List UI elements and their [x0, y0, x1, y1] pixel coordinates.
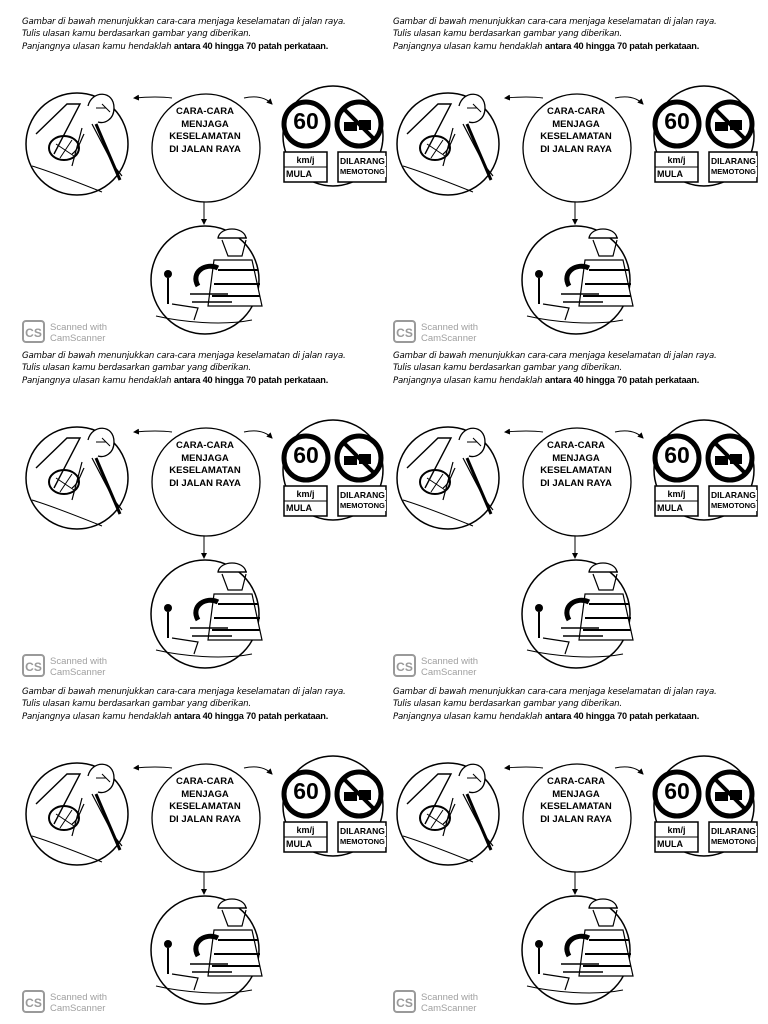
- topic-line-2: MENJAGA: [181, 452, 229, 464]
- topic-title: [160, 776, 250, 826]
- topic-title: [531, 440, 621, 490]
- instruction-line-1: Gambar di bawah menunjukkan cara-cara menjaga keselamatan di jalan raya.: [393, 687, 717, 697]
- worksheet-tile-4: [393, 350, 763, 684]
- topic-line-3: KESELAMATAN: [540, 465, 612, 476]
- instruction-line-3-text: Panjangnya ulasan kamu hendaklah: [393, 376, 545, 386]
- camscanner-logo-icon: CS: [22, 990, 45, 1013]
- camscanner-logo-icon: CS: [22, 320, 45, 343]
- topic-line-3: KESELAMATAN: [169, 131, 241, 142]
- speed-limit-value: 60: [293, 442, 319, 468]
- worksheet-tile-6: [393, 686, 763, 1020]
- word-count-requirement: antara 40 hingga 70 patah perkataan.: [544, 711, 700, 721]
- seatbelt-driver-icon: [26, 763, 128, 865]
- instruction-line-2: Tulis ulasan kamu berdasarkan gambar yang diberikan.: [393, 363, 622, 373]
- camscanner-logo-icon: CS: [22, 654, 45, 677]
- camscanner-logo-icon: CS: [393, 320, 416, 343]
- worksheet-diagram: [22, 16, 392, 350]
- worksheet-tile-1: [22, 16, 392, 350]
- instruction-line-3-text: Panjangnya ulasan kamu hendaklah: [22, 42, 174, 52]
- topic-line-3: KESELAMATAN: [540, 801, 612, 812]
- arrow-to-driver: [505, 431, 543, 432]
- seatbelt-driver-icon: [26, 93, 128, 195]
- topic-title: [531, 776, 621, 826]
- topic-line-1: CARA-CARA: [175, 776, 235, 787]
- speed-limit-start: MULA: [286, 839, 325, 849]
- no-overtaking-sign-icon: [708, 772, 752, 816]
- watermark-text: [421, 992, 478, 1014]
- watermark-text: [50, 322, 107, 344]
- arrow-to-signs: [244, 767, 272, 774]
- no-overtaking-sign-icon: [337, 102, 381, 146]
- no-overtaking-sign-icon: [337, 772, 381, 816]
- speed-limit-value: 60: [293, 108, 319, 134]
- no-overtaking-line-1: DILARANG: [340, 490, 385, 500]
- worksheet-tile-3: [22, 350, 392, 684]
- topic-line-4: DI JALAN RAYA: [169, 143, 241, 155]
- instruction-line-1: Gambar di bawah menunjukkan cara-cara menjaga keselamatan di jalan raya.: [22, 687, 346, 697]
- no-overtaking-line-1: DILARANG: [340, 826, 385, 836]
- speed-limit-start: MULA: [657, 839, 696, 849]
- topic-line-1: CARA-CARA: [175, 440, 235, 451]
- topic-title: [531, 106, 621, 156]
- watermark-line-2: CamScanner: [421, 333, 477, 344]
- watermark-line-2: CamScanner: [50, 1003, 106, 1014]
- topic-line-4: DI JALAN RAYA: [540, 143, 612, 155]
- no-overtaking-line-1: DILARANG: [340, 156, 385, 166]
- instruction-line-2: Tulis ulasan kamu berdasarkan gambar yang diberikan.: [393, 29, 622, 39]
- speed-limit-unit: km/j: [657, 489, 696, 499]
- instruction-line-2: Tulis ulasan kamu berdasarkan gambar yang diberikan.: [393, 699, 622, 709]
- topic-line-2: MENJAGA: [552, 452, 600, 464]
- speed-limit-value: 60: [664, 108, 690, 134]
- watermark-line-1: Scanned with: [421, 322, 479, 333]
- instruction-line-1: Gambar di bawah menunjukkan cara-cara menjaga keselamatan di jalan raya.: [22, 351, 346, 361]
- topic-line-1: CARA-CARA: [546, 776, 606, 787]
- watermark-line-1: Scanned with: [50, 322, 108, 333]
- watermark-line-1: Scanned with: [421, 656, 479, 667]
- arrow-to-driver: [134, 767, 172, 768]
- motorcyclist-helmet-icon: [522, 226, 633, 334]
- instruction-line-3-text: Panjangnya ulasan kamu hendaklah: [22, 712, 174, 722]
- watermark-text: [421, 656, 478, 678]
- instruction-line-1: Gambar di bawah menunjukkan cara-cara menjaga keselamatan di jalan raya.: [393, 351, 717, 361]
- topic-line-3: KESELAMATAN: [540, 131, 612, 142]
- instruction-line-3-text: Panjangnya ulasan kamu hendaklah: [393, 42, 545, 52]
- watermark-line-2: CamScanner: [421, 1003, 477, 1014]
- worksheet-diagram: [22, 350, 392, 684]
- arrow-to-signs: [244, 97, 272, 104]
- watermark-line-1: Scanned with: [421, 992, 479, 1003]
- speed-limit-start: MULA: [286, 169, 325, 179]
- topic-title: [160, 106, 250, 156]
- arrow-to-signs: [615, 431, 643, 438]
- seatbelt-driver-icon: [397, 93, 499, 195]
- no-overtaking-line-2: MEMOTONG: [711, 501, 756, 510]
- topic-title: [160, 440, 250, 490]
- no-overtaking-sign-icon: [708, 436, 752, 480]
- instruction-line-1: Gambar di bawah menunjukkan cara-cara menjaga keselamatan di jalan raya.: [22, 17, 346, 27]
- speed-limit-value: 60: [293, 778, 319, 804]
- motorcyclist-helmet-icon: [151, 896, 262, 1004]
- word-count-requirement: antara 40 hingga 70 patah perkataan.: [544, 375, 700, 385]
- speed-limit-value: 60: [664, 778, 690, 804]
- watermark-line-2: CamScanner: [50, 333, 106, 344]
- no-overtaking-line-2: MEMOTONG: [340, 837, 385, 846]
- topic-line-1: CARA-CARA: [175, 106, 235, 117]
- motorcyclist-helmet-icon: [151, 226, 262, 334]
- seatbelt-driver-icon: [397, 427, 499, 529]
- word-count-requirement: antara 40 hingga 70 patah perkataan.: [173, 375, 329, 385]
- word-count-requirement: antara 40 hingga 70 patah perkataan.: [544, 41, 700, 51]
- speed-limit-value: 60: [664, 442, 690, 468]
- arrow-to-driver: [134, 97, 172, 98]
- worksheet-diagram: [393, 686, 763, 1020]
- topic-line-4: DI JALAN RAYA: [169, 813, 241, 825]
- arrow-to-signs: [615, 767, 643, 774]
- topic-line-4: DI JALAN RAYA: [169, 477, 241, 489]
- worksheet-diagram: [393, 350, 763, 684]
- topic-line-2: MENJAGA: [552, 118, 600, 130]
- no-overtaking-line-1: DILARANG: [711, 490, 756, 500]
- instruction-line-3-text: Panjangnya ulasan kamu hendaklah: [393, 712, 545, 722]
- instruction-line-2: Tulis ulasan kamu berdasarkan gambar yang diberikan.: [22, 699, 251, 709]
- topic-line-3: KESELAMATAN: [169, 465, 241, 476]
- topic-line-1: CARA-CARA: [546, 106, 606, 117]
- instruction-line-2: Tulis ulasan kamu berdasarkan gambar yang diberikan.: [22, 29, 251, 39]
- no-overtaking-line-1: DILARANG: [711, 156, 756, 166]
- seatbelt-driver-icon: [26, 427, 128, 529]
- watermark-text: [50, 992, 107, 1014]
- motorcyclist-helmet-icon: [522, 896, 633, 1004]
- watermark-line-2: CamScanner: [421, 667, 477, 678]
- no-overtaking-line-2: MEMOTONG: [340, 501, 385, 510]
- no-overtaking-line-2: MEMOTONG: [340, 167, 385, 176]
- watermark-text: [421, 322, 478, 344]
- camscanner-logo-icon: CS: [393, 654, 416, 677]
- arrow-to-driver: [505, 97, 543, 98]
- topic-line-2: MENJAGA: [181, 118, 229, 130]
- watermark-text: [50, 656, 107, 678]
- instruction-line-1: Gambar di bawah menunjukkan cara-cara menjaga keselamatan di jalan raya.: [393, 17, 717, 27]
- speed-limit-unit: km/j: [657, 825, 696, 835]
- arrow-to-signs: [244, 431, 272, 438]
- no-overtaking-line-2: MEMOTONG: [711, 167, 756, 176]
- topic-line-1: CARA-CARA: [546, 440, 606, 451]
- no-overtaking-sign-icon: [337, 436, 381, 480]
- motorcyclist-helmet-icon: [151, 560, 262, 668]
- instruction-line-2: Tulis ulasan kamu berdasarkan gambar yang diberikan.: [22, 363, 251, 373]
- topic-line-4: DI JALAN RAYA: [540, 477, 612, 489]
- no-overtaking-line-2: MEMOTONG: [711, 837, 756, 846]
- arrow-to-driver: [134, 431, 172, 432]
- worksheet-tile-2: [393, 16, 763, 350]
- word-count-requirement: antara 40 hingga 70 patah perkataan.: [173, 41, 329, 51]
- speed-limit-unit: km/j: [286, 489, 325, 499]
- camscanner-logo-icon: CS: [393, 990, 416, 1013]
- speed-limit-start: MULA: [286, 503, 325, 513]
- speed-limit-unit: km/j: [286, 825, 325, 835]
- topic-line-2: MENJAGA: [181, 788, 229, 800]
- topic-line-4: DI JALAN RAYA: [540, 813, 612, 825]
- no-overtaking-sign-icon: [708, 102, 752, 146]
- watermark-line-1: Scanned with: [50, 656, 108, 667]
- speed-limit-start: MULA: [657, 503, 696, 513]
- watermark-line-2: CamScanner: [50, 667, 106, 678]
- no-overtaking-line-1: DILARANG: [711, 826, 756, 836]
- worksheet-diagram: [22, 686, 392, 1020]
- arrow-to-driver: [505, 767, 543, 768]
- speed-limit-start: MULA: [657, 169, 696, 179]
- arrow-to-signs: [615, 97, 643, 104]
- worksheet-diagram: [393, 16, 763, 350]
- watermark-line-1: Scanned with: [50, 992, 108, 1003]
- topic-line-3: KESELAMATAN: [169, 801, 241, 812]
- speed-limit-unit: km/j: [657, 155, 696, 165]
- word-count-requirement: antara 40 hingga 70 patah perkataan.: [173, 711, 329, 721]
- topic-line-2: MENJAGA: [552, 788, 600, 800]
- seatbelt-driver-icon: [397, 763, 499, 865]
- motorcyclist-helmet-icon: [522, 560, 633, 668]
- speed-limit-unit: km/j: [286, 155, 325, 165]
- instruction-line-3-text: Panjangnya ulasan kamu hendaklah: [22, 376, 174, 386]
- worksheet-tile-5: [22, 686, 392, 1020]
